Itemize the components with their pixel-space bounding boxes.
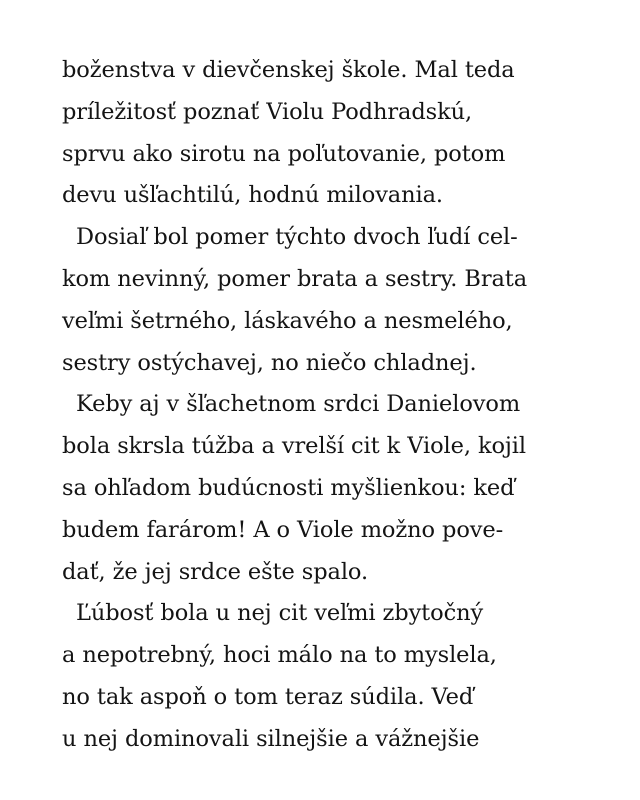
text-line: sestry ostýchavej, no niečo chladnej. bbox=[62, 349, 477, 376]
text-line: bola skrsla túžba a vrelší cit k Viole, kojil bbox=[62, 433, 526, 460]
paragraph-start-line: Ľúbosť bola u nej cit veľmi zbytočný bbox=[76, 600, 484, 627]
paragraph-start-line: Keby aj v šľachetnom srdci Danielovom bbox=[76, 391, 521, 418]
text-line: veľmi šetrného, láskavého a nesmelého, bbox=[62, 307, 513, 334]
text-line: budem farárom! A o Viole možno pove- bbox=[62, 516, 504, 543]
book-text bbox=[62, 50, 582, 761]
text-line: sprvu ako sirotu na poľutovanie, potom bbox=[62, 140, 506, 167]
text-line: boženstva v dievčenskej škole. Mal teda bbox=[62, 57, 515, 83]
text-line: a nepotrebný, hoci málo na to myslela, bbox=[62, 642, 497, 669]
text-line: u nej dominovali silnejšie a vážnejšie bbox=[62, 725, 480, 752]
text-line: sa ohľadom budúcnosti myšlienkou: keď bbox=[62, 474, 515, 501]
text-line: no tak aspoň o tom teraz súdila. Veď bbox=[62, 683, 474, 710]
text-line: príležitosť poznať Violu Podhradskú, bbox=[62, 98, 473, 125]
paragraph-start-line: Dosiaľ bol pomer týchto dvoch ľudí cel- bbox=[76, 224, 518, 251]
text-line: kom nevinný, pomer brata a sestry. Brata bbox=[62, 265, 528, 292]
text-line: dať, že jej srdce ešte spalo. bbox=[62, 558, 369, 585]
text-line: devu ušľachtilú, hodnú milovania. bbox=[62, 182, 443, 209]
